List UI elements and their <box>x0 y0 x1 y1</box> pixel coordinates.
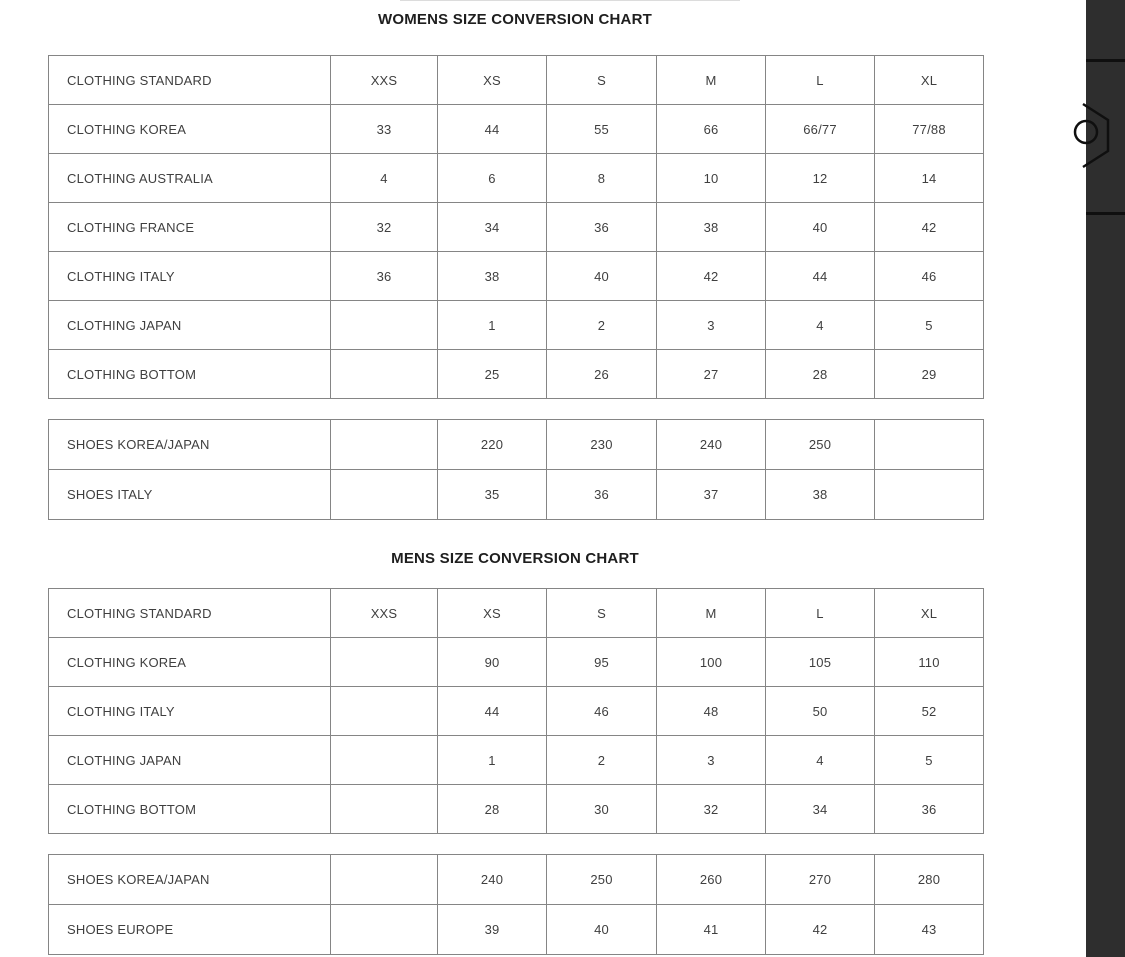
size-cell: 240 <box>657 420 766 470</box>
size-cell: S <box>547 56 657 105</box>
row-label: CLOTHING BOTTOM <box>49 785 331 834</box>
size-cell <box>331 785 438 834</box>
size-cell: 250 <box>766 420 875 470</box>
size-cell: 77/88 <box>875 105 984 154</box>
size-cell: 38 <box>766 470 875 520</box>
size-cell: 260 <box>657 855 766 905</box>
size-cell: 105 <box>766 638 875 687</box>
size-cell: 36 <box>331 252 438 301</box>
size-cell: 250 <box>547 855 657 905</box>
row-label: CLOTHING ITALY <box>49 687 331 736</box>
size-cell: M <box>657 589 766 638</box>
table-row <box>49 470 984 520</box>
size-cell: 8 <box>547 154 657 203</box>
size-cell: 220 <box>438 420 547 470</box>
table-row <box>49 252 984 301</box>
size-cell: L <box>766 56 875 105</box>
table-row <box>49 56 984 105</box>
size-cell <box>331 301 438 350</box>
size-cell: 37 <box>657 470 766 520</box>
size-cell: 95 <box>547 638 657 687</box>
size-cell: 38 <box>438 252 547 301</box>
size-cell: L <box>766 589 875 638</box>
size-cell: 42 <box>657 252 766 301</box>
size-cell <box>331 687 438 736</box>
table-row <box>49 420 984 470</box>
size-cell: XXS <box>331 56 438 105</box>
table-row <box>49 203 984 252</box>
size-cell: 2 <box>547 736 657 785</box>
product-image-strip <box>1086 0 1125 957</box>
size-cell <box>331 420 438 470</box>
size-cell: S <box>547 589 657 638</box>
size-cell: 46 <box>547 687 657 736</box>
size-cell: 25 <box>438 350 547 399</box>
size-cell: 44 <box>766 252 875 301</box>
row-label: CLOTHING AUSTRALIA <box>49 154 331 203</box>
size-cell: 29 <box>875 350 984 399</box>
size-cell: 42 <box>766 905 875 955</box>
size-cell: 12 <box>766 154 875 203</box>
row-label: CLOTHING BOTTOM <box>49 350 331 399</box>
table-row <box>49 785 984 834</box>
row-label: SHOES KOREA/JAPAN <box>49 420 331 470</box>
size-cell: 1 <box>438 736 547 785</box>
table-row <box>49 905 984 955</box>
mens-clothing-size-table <box>48 588 984 834</box>
size-cell: 28 <box>438 785 547 834</box>
size-cell: 46 <box>875 252 984 301</box>
womens-chart-title: WOMENS SIZE CONVERSION CHART <box>378 11 652 28</box>
size-cell: 66 <box>657 105 766 154</box>
size-cell: 1 <box>438 301 547 350</box>
size-cell: 39 <box>438 905 547 955</box>
size-cell: 14 <box>875 154 984 203</box>
size-cell: 55 <box>547 105 657 154</box>
row-label: CLOTHING JAPAN <box>49 736 331 785</box>
size-cell: 28 <box>766 350 875 399</box>
row-label: CLOTHING JAPAN <box>49 301 331 350</box>
table-row <box>49 855 984 905</box>
size-cell: 42 <box>875 203 984 252</box>
size-cell: 40 <box>547 252 657 301</box>
size-cell <box>331 855 438 905</box>
size-cell: XL <box>875 56 984 105</box>
table-row <box>49 687 984 736</box>
strip-divider-line <box>1086 212 1125 215</box>
size-cell: 4 <box>331 154 438 203</box>
size-cell: 270 <box>766 855 875 905</box>
size-cell <box>875 470 984 520</box>
womens-clothing-size-table <box>48 55 984 399</box>
size-cell: 10 <box>657 154 766 203</box>
size-cell: 38 <box>657 203 766 252</box>
mens-shoes-size-table <box>48 854 984 955</box>
size-cell: 240 <box>438 855 547 905</box>
size-cell <box>331 638 438 687</box>
size-cell: 3 <box>657 301 766 350</box>
camera-cutout-icon <box>1086 100 1125 172</box>
size-cell: 66/77 <box>766 105 875 154</box>
womens-shoes-size-table <box>48 419 984 520</box>
size-cell: XS <box>438 589 547 638</box>
size-cell: XL <box>875 589 984 638</box>
size-cell <box>331 350 438 399</box>
size-cell <box>875 420 984 470</box>
size-cell: 90 <box>438 638 547 687</box>
row-label: SHOES ITALY <box>49 470 331 520</box>
size-cell: 34 <box>438 203 547 252</box>
size-cell: 36 <box>547 203 657 252</box>
size-cell: 41 <box>657 905 766 955</box>
mens-chart-title: MENS SIZE CONVERSION CHART <box>391 550 639 567</box>
size-cell: 35 <box>438 470 547 520</box>
size-cell: 100 <box>657 638 766 687</box>
size-cell: XS <box>438 56 547 105</box>
size-cell: 33 <box>331 105 438 154</box>
row-label: CLOTHING ITALY <box>49 252 331 301</box>
size-cell: 30 <box>547 785 657 834</box>
size-cell: 43 <box>875 905 984 955</box>
size-cell: 32 <box>331 203 438 252</box>
size-cell: 6 <box>438 154 547 203</box>
size-cell: 36 <box>875 785 984 834</box>
row-label: CLOTHING KOREA <box>49 638 331 687</box>
size-cell: 36 <box>547 470 657 520</box>
row-label: SHOES KOREA/JAPAN <box>49 855 331 905</box>
size-cell: XXS <box>331 589 438 638</box>
top-hairline-divider <box>400 0 740 1</box>
row-label: SHOES EUROPE <box>49 905 331 955</box>
size-cell: 4 <box>766 301 875 350</box>
size-cell: 44 <box>438 687 547 736</box>
size-cell: 32 <box>657 785 766 834</box>
strip-divider-line <box>1086 59 1125 62</box>
size-cell: 5 <box>875 736 984 785</box>
table-row <box>49 638 984 687</box>
size-cell: 50 <box>766 687 875 736</box>
table-row <box>49 589 984 638</box>
table-row <box>49 154 984 203</box>
size-cell: 40 <box>547 905 657 955</box>
row-label: CLOTHING STANDARD <box>49 56 331 105</box>
size-cell: 2 <box>547 301 657 350</box>
size-cell: 27 <box>657 350 766 399</box>
size-cell: 52 <box>875 687 984 736</box>
table-row <box>49 105 984 154</box>
size-cell: 230 <box>547 420 657 470</box>
table-row <box>49 350 984 399</box>
size-cell: 5 <box>875 301 984 350</box>
row-label: CLOTHING KOREA <box>49 105 331 154</box>
table-row <box>49 736 984 785</box>
row-label: CLOTHING FRANCE <box>49 203 331 252</box>
size-cell: 280 <box>875 855 984 905</box>
size-cell: 44 <box>438 105 547 154</box>
size-cell <box>331 470 438 520</box>
size-cell <box>331 736 438 785</box>
size-cell: 4 <box>766 736 875 785</box>
size-cell: 3 <box>657 736 766 785</box>
row-label: CLOTHING STANDARD <box>49 589 331 638</box>
size-cell <box>331 905 438 955</box>
size-cell: 48 <box>657 687 766 736</box>
table-row <box>49 301 984 350</box>
size-cell: 110 <box>875 638 984 687</box>
size-cell: M <box>657 56 766 105</box>
size-cell: 40 <box>766 203 875 252</box>
size-cell: 34 <box>766 785 875 834</box>
size-cell: 26 <box>547 350 657 399</box>
